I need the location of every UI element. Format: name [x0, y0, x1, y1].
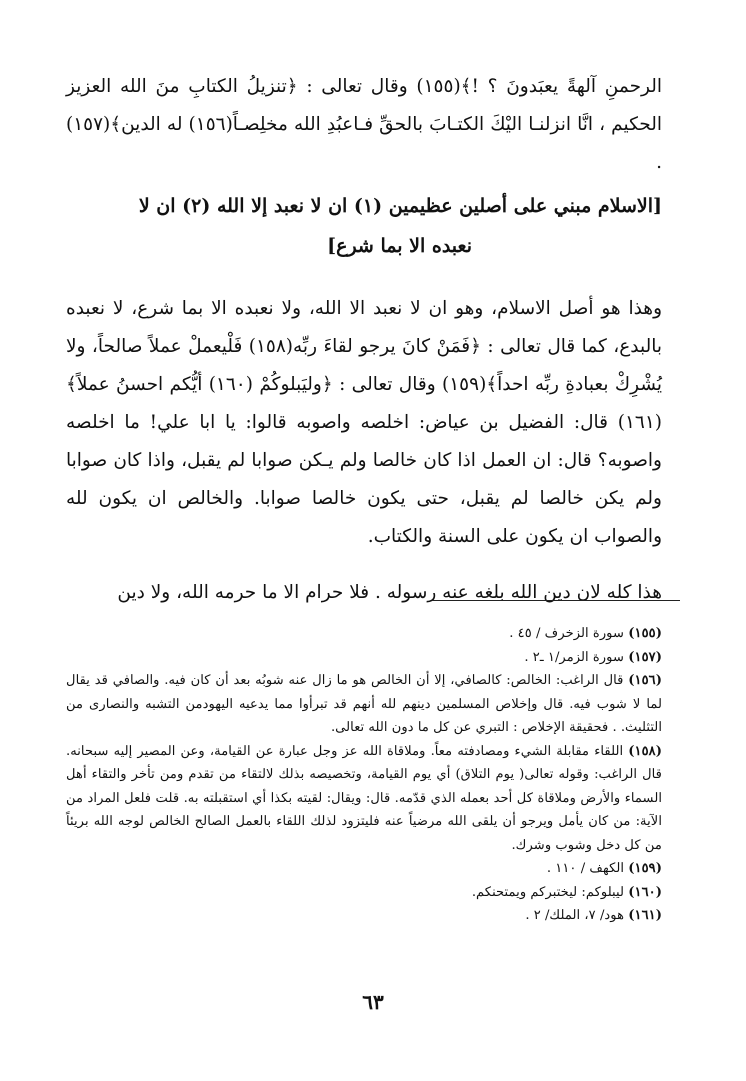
- spacer: [66, 272, 662, 290]
- footnote: [66, 857, 662, 881]
- footnote: [66, 669, 662, 740]
- footnote: [66, 904, 662, 928]
- footnote-text: ليبلوكم: ليختبركم ويمتحنكم.: [471, 884, 625, 900]
- spacer: [66, 556, 662, 574]
- footnote: [66, 881, 662, 905]
- section-heading-line-1: [الاسلام مبني على أصلين عظيمين (١) ان لا نعبد إلا الله (٢) ان لا: [138, 195, 662, 217]
- main-text: [66, 68, 662, 612]
- page-number: ٦٣: [362, 990, 384, 1014]
- footnote-text: هود/ ٧، الملك/ ٢ .: [525, 908, 625, 923]
- footnote-divider: [432, 600, 680, 601]
- footnote-text: الكهف / ١١٠ .: [546, 861, 625, 876]
- footnote-text: قال الراغب: الخالص: كالصافي، إلا أن الخالص هو ما زال عنه شوبُه بعد أن كان فيه. والصافي قد يقال لما لا شوب فيه. قال وإخلاص المسلمين دينهم لله أنهم قد تبرأوا مما يدعيه اليهودمن التشبه والنصارى من التثليث. . فحقيقة الإخلاص : التبري عن كل ما دون الله تعالى.: [66, 673, 662, 735]
- paragraph-quran-quote: الرحمنِ آلهةً يعبَدونَ ؟ !﴾(١٥٥) وقال تعالى : ﴿تنزيلُ الكتابِ منَ الله العزيز الحكيم ، انَّا انزلنـا اليْكَ الكتـابَ بالحقِّ فـاعبُدِ الله مخلِصـاً(١٥٦) له الدين﴾(١٥٧) .: [66, 76, 663, 173]
- paragraph-continuation: هذا كله لان دين الله بلغه عنه رسوله . فلا حرام الا ما حرمه الله، ولا دين: [117, 582, 662, 603]
- section-heading: [66, 186, 662, 266]
- paragraph-main: وهذا هو أصل الاسلام، وهو ان لا نعبد الا الله، ولا نعبده الا بما شرع، لا نعبده بالبدع، كما قال تعالى : ﴿فَمَنْ كانَ يرجو لقاءَ ربِّه(١٥٨) فَلْيعملْ عملاً صالحاً، ولا يُشْرِكْ بعبادةِ ربِّه احداً﴾(١٥٩) وقال تعالى : ﴿وليَبلوكُمْ (١٦٠) أيُّكم احسنُ عملاً﴾(١٦١) قال: الفضيل بن عياض: اخلصه واصوبه قالوا: يا ابا علي! ما اخلصه واصوبه؟ قال: ان العمل اذا كان خالصا ولم يـكن صوابا لم يقبل، واذا كان صوابا ولم يكن خالصا لم يقبل، حتى يكون خالصا صوابا. والخالص ان يكون لله والصواب ان يكون على السنة والكتاب.: [66, 298, 662, 547]
- footnote-text: اللقاء مقابلة الشيء ومصادفته معاً. وملاقاة الله عز وجل عبارة عن القيامة، وعن المصير إليه سبحانه. قال الراغب: وقوله تعالى( يوم التلاق) أي يوم القيامة، وتخصيصه بذلك لالتقاء من تقدم ومن تأخر والتقاء أهل السماء والأرض وملاقاة كل أحد بعمله الذي قدّمه. قال: ويقال: لقيته بكذا أي استقبلته به. قلت فلعل المراد من الآية: من كان يأمل ويرجو أن يلقى الله مرضياً عنه فليتزود لذلك اللقاء بالعمل الصالح الخالص لوجه الله بريئاً من كل دخل وشوب وشرك.: [66, 743, 662, 853]
- footnote-number: (١٦٠): [628, 884, 662, 900]
- footnote-number: (١٥٧): [628, 649, 662, 665]
- footnote-number: (١٥٥): [628, 626, 662, 641]
- footnote-number: (١٦١): [628, 908, 662, 923]
- footnotes: [66, 622, 662, 928]
- footnote: [66, 740, 662, 858]
- section-heading-line-2: نعبده الا بما شرع]: [327, 235, 472, 257]
- footnote-number: (١٥٦): [628, 673, 662, 688]
- footnote: [66, 646, 662, 670]
- footnote-text: سورة الزخرف / ٤٥ .: [509, 626, 625, 641]
- footnote-number: (١٥٩): [628, 861, 662, 876]
- footnote-text: سورة الزمر/١ ـ٢ .: [524, 649, 625, 665]
- footnote-number: (١٥٨): [628, 743, 662, 759]
- footnote: [66, 622, 662, 646]
